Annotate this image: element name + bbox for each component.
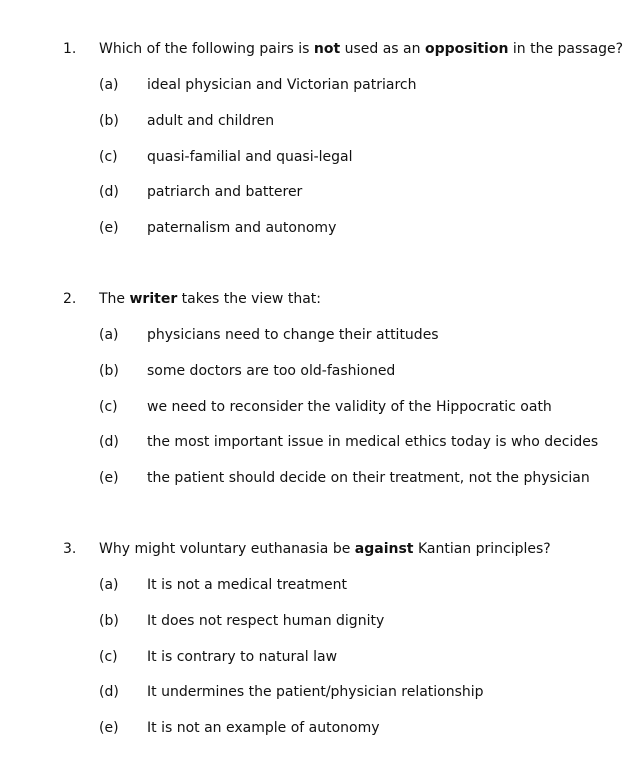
option-text: quasi-familial and quasi-legal (147, 148, 353, 165)
option-text: paternalism and autonomy (147, 220, 337, 237)
option-text: the patient should decide on their treatment, not the physician (147, 470, 590, 487)
option-label: (e) (99, 720, 119, 737)
option-label: (e) (99, 470, 119, 487)
option-label: (a) (99, 77, 119, 93)
option-label: (d) (99, 434, 119, 451)
question-text-segment: Kantian principles? (413, 541, 551, 557)
option-label: (a) (99, 577, 119, 593)
option-text: It undermines the patient/physician relationship (147, 684, 484, 701)
question-text (99, 40, 623, 58)
question-text-segment: The (99, 291, 130, 307)
option-text: some doctors are too old-fashioned (147, 362, 396, 379)
question-text-segment: Why might voluntary euthanasia be (99, 541, 355, 557)
option-text: the most important issue in medical ethics today is who decides (147, 434, 599, 451)
question-number: 3. (63, 541, 77, 557)
option-text: patriarch and batterer (147, 184, 303, 201)
question-number: 1. (63, 41, 77, 57)
option-label: (b) (99, 112, 119, 129)
option-label: (b) (99, 612, 119, 629)
question-text-segment: Which of the following pairs is (99, 41, 314, 57)
question-text-segment: in the passage? (508, 41, 623, 57)
question-text (99, 290, 321, 308)
option-text: physicians need to change their attitudes (147, 327, 439, 343)
option-text: It is not an example of autonomy (147, 720, 380, 737)
option-label: (a) (99, 327, 119, 343)
emphasized-word: not (313, 41, 341, 57)
question-text-segment: takes the view that: (177, 291, 321, 307)
option-text: ideal physician and Victorian patriarch (147, 77, 417, 93)
option-text: It is not a medical treatment (147, 577, 347, 593)
option-label: (d) (99, 184, 119, 201)
option-text: we need to reconsider the validity of the Hippocratic oath (147, 398, 552, 415)
emphasized-word: against (354, 541, 414, 557)
option-label: (d) (99, 684, 119, 701)
option-label: (b) (99, 362, 119, 379)
option-text: adult and children (147, 112, 275, 129)
option-label: (e) (99, 220, 119, 237)
option-text: It is contrary to natural law (147, 648, 338, 665)
option-label: (c) (99, 148, 118, 165)
emphasized-word: writer (129, 291, 178, 307)
option-label: (c) (99, 398, 118, 415)
option-text: It does not respect human dignity (147, 612, 385, 629)
emphasized-word: opposition (424, 41, 509, 57)
question-number: 2. (63, 291, 77, 307)
question-text (99, 540, 551, 558)
option-label: (c) (99, 648, 118, 665)
question-text-segment: used as an (340, 41, 425, 57)
